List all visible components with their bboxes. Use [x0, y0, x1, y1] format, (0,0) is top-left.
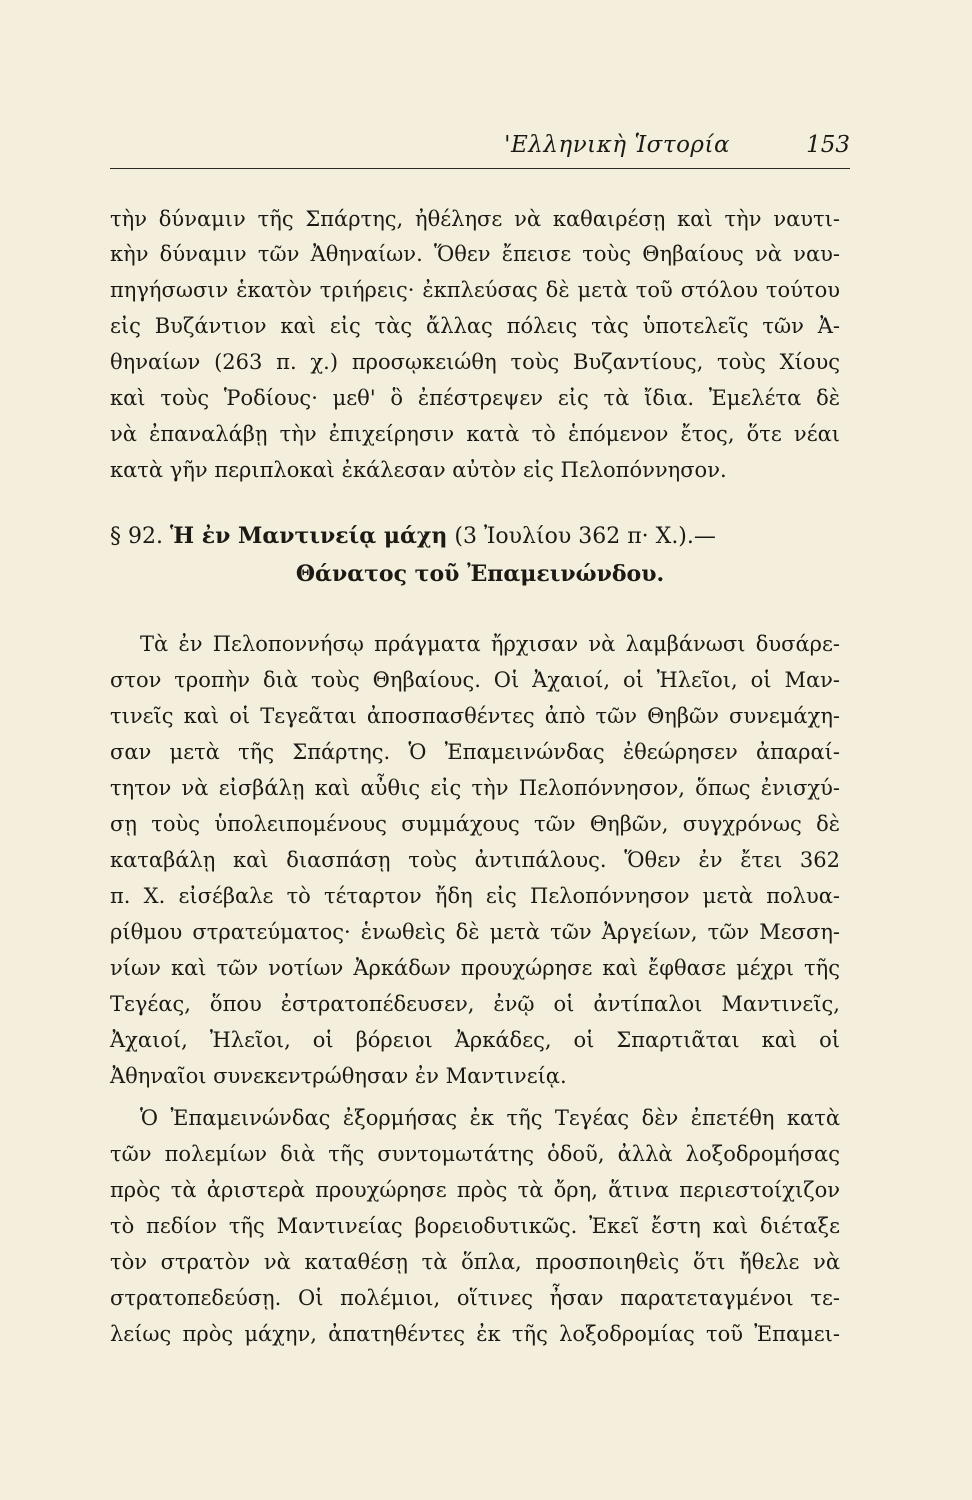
section-heading [110, 522, 850, 551]
text-line: Ἀθηναῖοι συνεκεντρώθησαν ἐν Μαντινείᾳ. [110, 1064, 567, 1088]
section-date: (3 Ἰουλίου 362 π· Χ.).— [454, 524, 716, 549]
text-line: στον τροπὴν διὰ τοὺς Θηβαίους. Οἱ Ἀχαιοί, οἱ Ἠλεῖοι, οἱ Μαν- [110, 668, 840, 692]
text-line: καταβάλῃ καὶ διασπάσῃ τοὺς ἀντιπάλους. Ὅθεν ἐν ἔτει 362 [110, 848, 840, 872]
text-line: Τεγέας, ὅπου ἐστρατοπέδευσεν, ἐνῷ οἱ ἀντίπαλοι Μαντινεῖς, [110, 992, 840, 1016]
text-line: τινεῖς καὶ οἱ Τεγεᾶται ἀποσπασθέντες ἀπὸ τῶν Θηβῶν συνεμάχη- [110, 704, 840, 728]
text-line: στρατοπεδεύσῃ. Οἱ πολέμιοι, οἵτινες ἦσαν παρατεταγμένοι τε- [110, 1286, 840, 1310]
text-line: καὶ τοὺς Ῥοδίους· μεθ' ὃ ἐπέστρεψεν εἰς τὰ ἴδια. Ἐμελέτα δὲ [110, 386, 840, 410]
text-line: θηναίων (263 π. χ.) προσῳκειώθη τοὺς Βυζαντίους, τοὺς Χίους [110, 350, 840, 374]
section-subtitle: Θάνατος τοῦ Ἐπαμεινώνδου. [295, 561, 665, 587]
text-line: νίων καὶ τῶν νοτίων Ἀρκάδων προυχώρησε καὶ ἔφθασε μέχρι τῆς [110, 956, 840, 980]
text-line: τὸν στρατὸν νὰ καταθέσῃ τὰ ὅπλα, προσποιηθεὶς ὅτι ἤθελε νὰ [110, 1250, 840, 1274]
text-line: πρὸς τὰ ἀριστερὰ προυχώρησε πρὸς τὰ ὄρη, ἅτινα περιεστοίχιζον [110, 1178, 840, 1202]
text-line: π. Χ. εἰσέβαλε τὸ τέταρτον ἤδη εἰς Πελοπόννησον μετὰ πολυα- [110, 884, 840, 908]
text-line: σῃ τοὺς ὑπολειπομένους συμμάχους τῶν Θηβῶν, συγχρόνως δὲ [110, 812, 840, 836]
text-line: τὸ πεδίον τῆς Μαντινείας βορειοδυτικῶς. Ἐκεῖ ἔστη καὶ διέταξε [110, 1214, 840, 1238]
text-line: τητον νὰ εἰσβάλῃ καὶ αὖθις εἰς τὴν Πελοπόννησον, ὅπως ἐνισχύ- [110, 776, 840, 800]
text-line: τὴν δύναμιν τῆς Σπάρτης, ἠθέλησε νὰ καθαιρέσῃ καὶ τὴν ναυτι- [110, 207, 840, 231]
section-title: Ἡ ἐν Μαντινείᾳ μάχη [169, 523, 448, 549]
running-head-title: 'Ελληνικὴ Ἱστορία [504, 132, 730, 158]
section-number: § 92. [110, 524, 163, 549]
text-line: Τὰ ἐν Πελοποννήσῳ πράγματα ἤρχισαν νὰ λαμβάνωσι δυσάρε- [140, 632, 840, 656]
text-line: ρίθμου στρατεύματος· ἑνωθεὶς δὲ μετὰ τῶν Ἀργείων, τῶν Μεσση- [110, 920, 840, 944]
text-line: λείως πρὸς μάχην, ἀπατηθέντες ἐκ τῆς λοξοδρομίας τοῦ Ἐπαμει- [110, 1322, 840, 1346]
text-line: σαν μετὰ τῆς Σπάρτης. Ὁ Ἐπαμεινώνδας ἐθεώρησεν ἀπαραί- [110, 740, 840, 764]
text-line: πηγήσωσιν ἑκατὸν τριήρεις· ἐκπλεύσας δὲ μετὰ τοῦ στόλου τούτου [110, 278, 840, 302]
text-line: εἰς Βυζάντιον καὶ εἰς τὰς ἄλλας πόλεις τὰς ὑποτελεῖς τῶν Ἀ- [110, 314, 840, 338]
page-number: 153 [806, 132, 850, 158]
text-line: τῶν πολεμίων διὰ τῆς συντομωτάτης ὁδοῦ, ἀλλὰ λοξοδρομήσας [110, 1142, 840, 1166]
text-line: Ὁ Ἐπαμεινώνδας ἐξορμήσας ἐκ τῆς Τεγέας δὲν ἐπετέθη κατὰ [140, 1106, 840, 1130]
text-line: νὰ ἐπαναλάβῃ τὴν ἐπιχείρησιν κατὰ τὸ ἑπόμενον ἔτος, ὅτε νέαι [110, 422, 840, 446]
header-rule [110, 168, 850, 169]
text-line: κατὰ γῆν περιπλοκαὶ ἐκάλεσαν αὐτὸν εἰς Πελοπόννησον. [110, 458, 727, 482]
running-head [110, 132, 850, 166]
text-line: Ἀχαιοί, Ἠλεῖοι, οἱ βόρειοι Ἀρκάδες, οἱ Σπαρτιᾶται καὶ οἱ [110, 1028, 840, 1052]
text-line: κὴν δύναμιν τῶν Ἀθηναίων. Ὅθεν ἔπεισε τοὺς Θηβαίους νὰ ναυ- [110, 242, 840, 266]
